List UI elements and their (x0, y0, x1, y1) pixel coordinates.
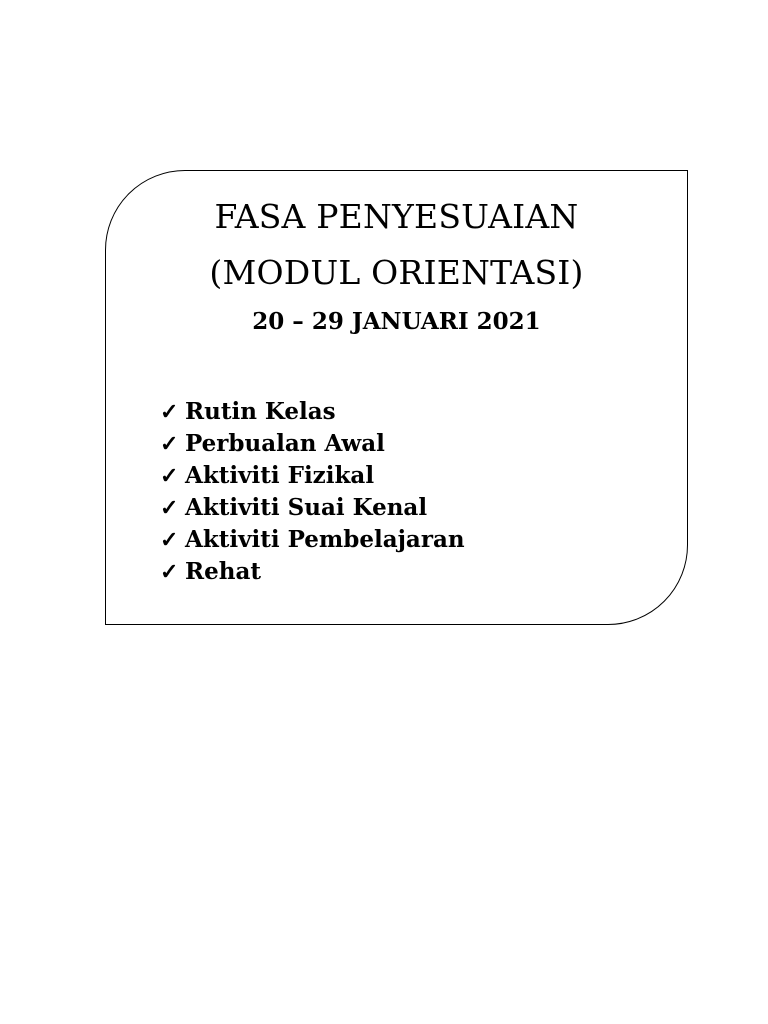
check-icon: ✓ (160, 463, 179, 489)
list-item (160, 556, 465, 588)
date-range: 20 – 29 JANUARI 2021 (252, 308, 541, 335)
list-item (160, 396, 465, 428)
title-line-2: (MODUL ORIENTASI) (209, 253, 584, 292)
list-item (160, 524, 465, 556)
list-item (160, 428, 465, 460)
list-item (160, 460, 465, 492)
list-item-label: Aktiviti Fizikal (185, 462, 375, 489)
list-item (160, 492, 465, 524)
list-item-label: Aktiviti Pembelajaran (185, 526, 465, 553)
title-line-1: FASA PENYESUAIAN (214, 197, 579, 236)
list-item-label: Perbualan Awal (185, 430, 385, 457)
check-icon: ✓ (160, 431, 179, 457)
activity-checklist (160, 396, 465, 588)
list-item-label: Rutin Kelas (185, 398, 336, 425)
check-icon: ✓ (160, 495, 179, 521)
list-item-label: Aktiviti Suai Kenal (185, 494, 428, 521)
check-icon: ✓ (160, 527, 179, 553)
check-icon: ✓ (160, 399, 179, 425)
list-item-label: Rehat (185, 558, 261, 585)
check-icon: ✓ (160, 559, 179, 585)
